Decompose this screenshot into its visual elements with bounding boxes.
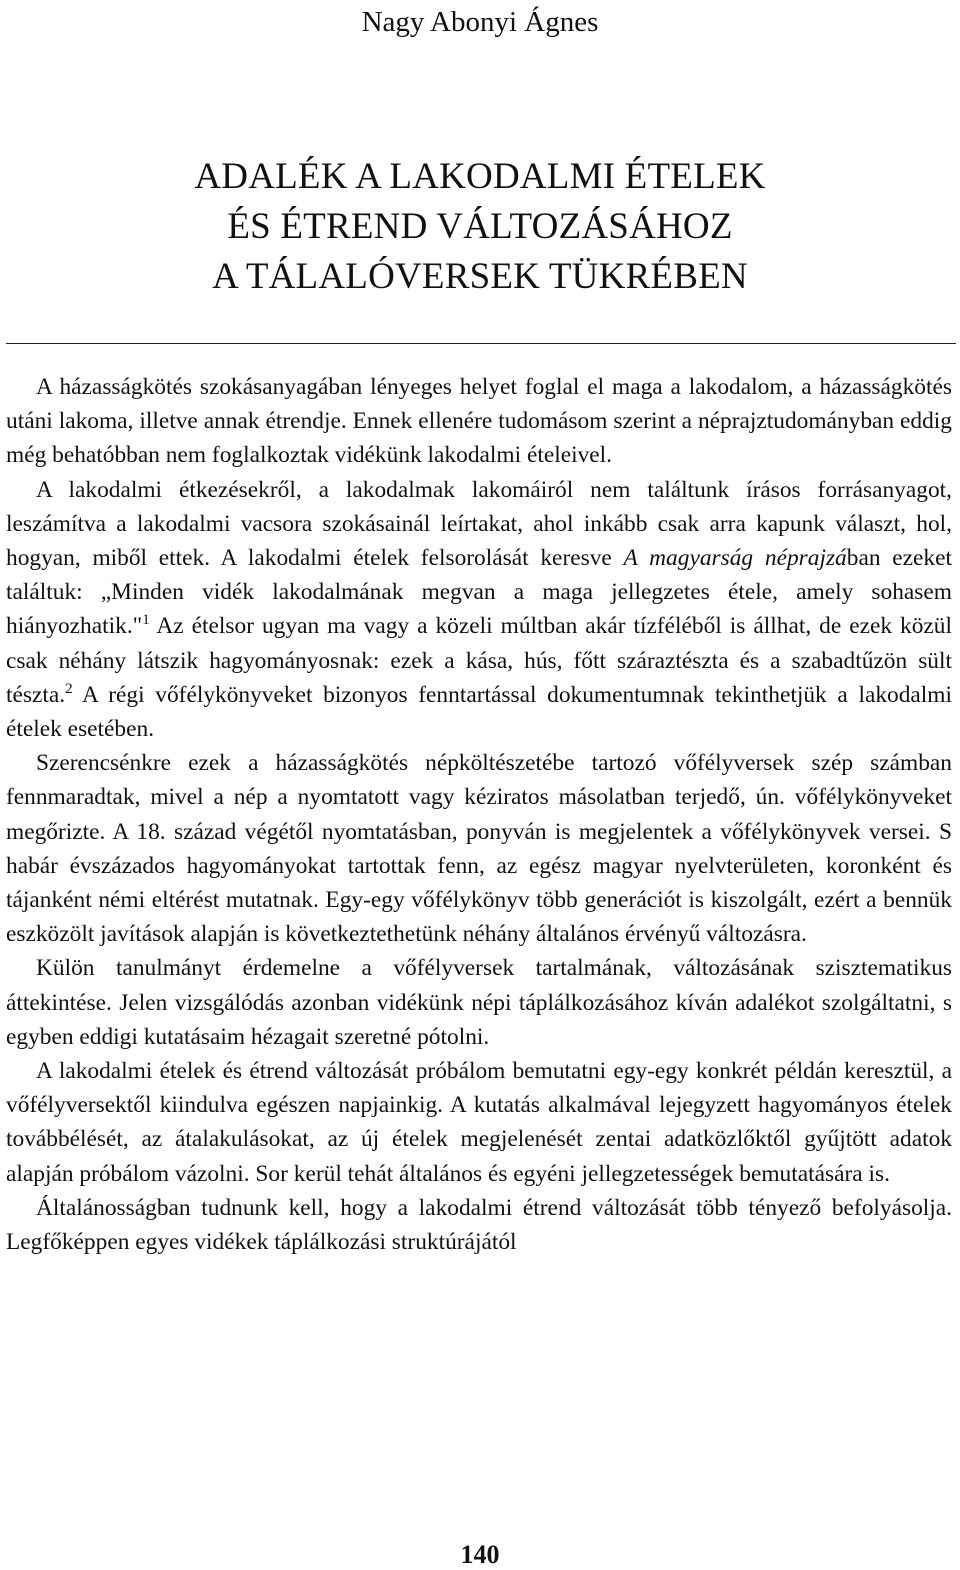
article-body: [6, 370, 952, 1259]
paragraph-2: [6, 473, 952, 747]
footnote-marker-2: 2: [65, 681, 73, 698]
paragraph-2-text-3: Az ételsor ugyan ma vagy a közeli múltban akár tízféléből is állhat, de ezek közül csak néhány látszik hagyományosnak: ezek a kása, hús, főtt száraztészta és a szabadtűzön sült tészta.: [6, 613, 952, 708]
paragraph-2-text-1: A lakodalmi étkezésekről, a lakodalmak lakomáiról nem találtunk írásos forrásanyagot, leszámítva a lakodalmi vacsora szokásainál leírtakat, ahol inkább csak arra kapunk választ, hol, hogyan, miből ettek. A lakodalmi ételek felsorolását keresve: [6, 476, 952, 572]
book-title-italic: A magyarság néprajzá: [623, 545, 847, 572]
paragraph-2-text-2: ban ezeket találtuk: „Minden vidék lakodalmának megvan a maga jellegzetes étele, amely sohasem hiányozhatik.": [6, 545, 952, 640]
title-line-1: ADALÉK A LAKODALMI ÉTELEK: [194, 156, 766, 197]
paragraph-3: Szerencsénkre ezek a házasságkötés népköltészetébe tartozó vőfélyversek szép számban fennmaradtak, mivel a nép a nyomtatott vagy kéziratos másolatban terjedő, ún. vőfélykönyveket megőrizte. A 18. század végétől nyomtatásban, ponyván is megjelentek a vőfélykönyvek versei. S habár évszázados hagyományokat tartottak fenn, az egész magyar nyelvterületen, koronként és tájanként némi eltérést mutatnak. Egy-egy vőfélykönyv több generációt is kiszolgált, ezért a bennük eszközölt javítások alapján is következtethetünk néhány általános érvényű változásra.: [6, 750, 952, 948]
title-line-3: A TÁLALÓVERSEK TÜKRÉBEN: [212, 256, 748, 297]
paragraph-4: Külön tanulmányt érdemelne a vőfélyversek tartalmának, változásának szisztematikus áttekintése. Jelen vizsgálódás azonban vidékünk népi táplálkozásához kíván adalékot szolgáltatni, s egyben eddigi kutatásaim hézagait szeretné pótolni.: [6, 955, 952, 1050]
footnote-marker-1: 1: [142, 612, 150, 629]
title-line-2: ÉS ÉTREND VÁLTOZÁSÁHOZ: [227, 206, 733, 247]
paragraph-1: A házasságkötés szokásanyagában lényeges helyet foglal el maga a lakodalom, a házasságkötés utáni lakoma, illetve annak étrendje. Ennek ellenére tudomásom szerint a néprajztudományban eddig még behatóbban nem foglalkoztak vidékünk lakodalmi ételeivel.: [6, 374, 952, 469]
paragraph-5: A lakodalmi ételek és étrend változását próbálom bemutatni egy-egy konkrét példán keresztül, a vőfélyversektől kiindulva egészen napjainkig. A kutatás alkalmával lejegyzett hagyományos ételek továbbélését, az átalakulásokat, az új ételek megjelenését zentai adatközlőktől gyűjtött adatok alapján próbálom vázolni. Sor kerül tehát általános és egyéni jellegzetességek bemutatására is.: [6, 1058, 952, 1187]
paragraph-2-text-4: A régi vőfélykönyveket bizonyos fenntartással dokumentumnak tekinthetjük a lakodalmi ételek esetében.: [6, 681, 952, 743]
article-title: [0, 152, 960, 302]
page-number: 140: [460, 1540, 500, 1569]
author-name: Nagy Abonyi Ágnes: [361, 6, 599, 38]
paragraph-6: Általánosságban tudnunk kell, hogy a lakodalmi étrend változását több tényező befolyásolja. Legfőképpen egyes vidékek táplálkozási struktúrájától: [6, 1194, 952, 1256]
title-divider: [6, 343, 956, 344]
